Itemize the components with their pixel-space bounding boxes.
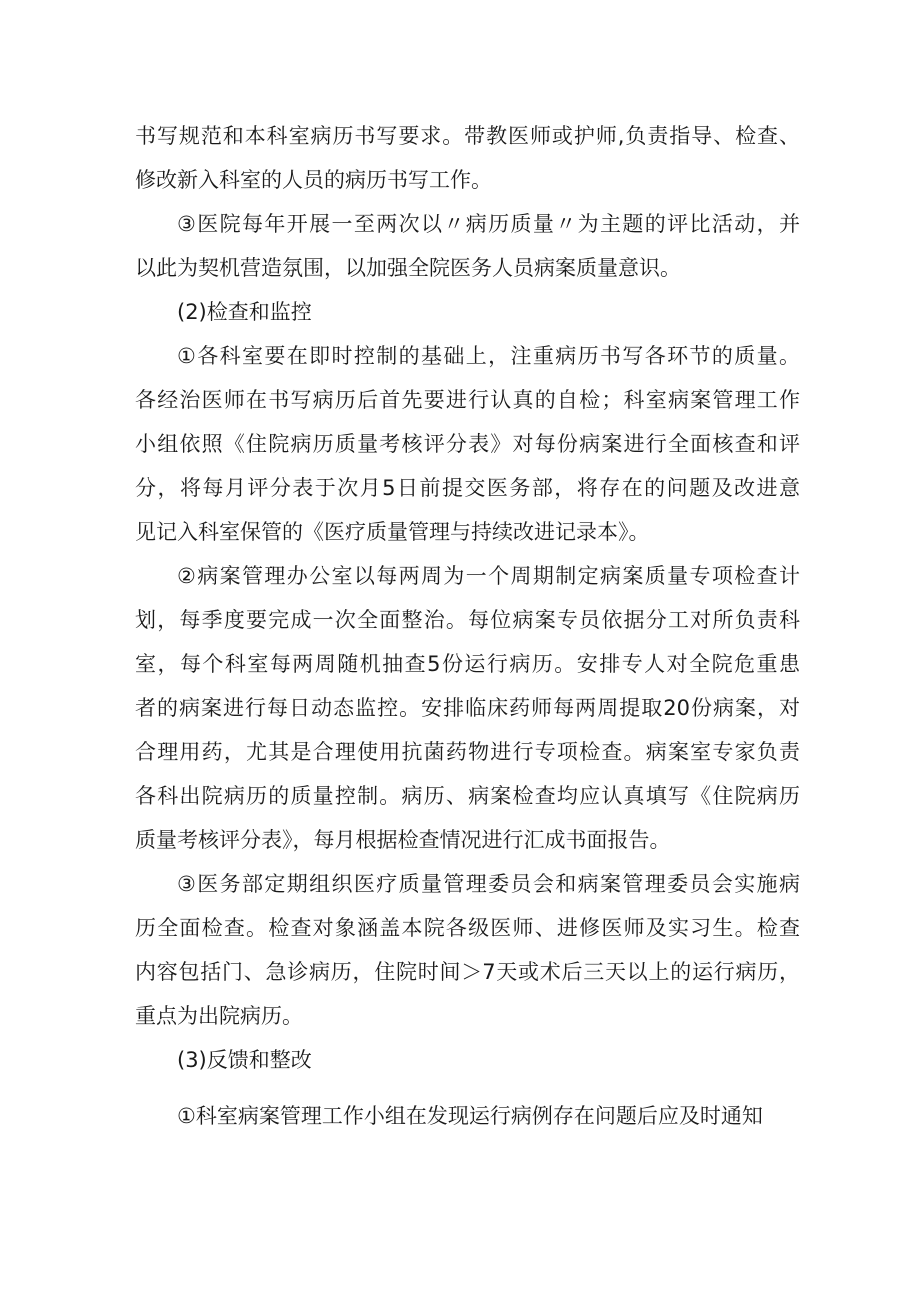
text-line: 见记入科室保管的《医疗质量管理与持续改进记录本》。: [135, 520, 650, 544]
text-line: 以此为契机营造氛围，以加强全院医务人员病案质量意识。: [135, 256, 681, 280]
text-line: 内容包括门、急诊病历，住院时间＞7天或术后三天以上的运行病历，: [135, 960, 800, 984]
paragraph-start: ①科室病案管理工作小组在发现运行病例存在问题后应及时通知: [177, 1104, 763, 1128]
text-line: 小组依照《住院病历质量考核评分表》对每份病案进行全面核查和评: [135, 432, 800, 456]
text-line: 质量考核评分表》，每月根据检查情况进行汇成书面报告。: [135, 828, 671, 852]
text-line: 者的病案进行每日动态监控。安排临床药师每两周提取20份病案，对: [135, 696, 800, 720]
section-heading: (3)反馈和整改: [177, 1048, 312, 1072]
paragraph-start: ②病案管理办公室以每两周为一个周期制定病案质量专项检查计: [177, 564, 800, 588]
text-line: 重点为出院病历。: [135, 1004, 303, 1028]
paragraph-start: ①各科室要在即时控制的基础上，注重病历书写各环节的质量。: [177, 344, 800, 368]
text-line: 划，每季度要完成一次全面整治。每位病案专员依据分工对所负责科: [135, 608, 800, 632]
paragraph-start: ③医院每年开展一至两次以〃病历质量〃为主题的评比活动，并: [177, 212, 800, 236]
text-line: 分，将每月评分表于次月5日前提交医务部，将存在的问题及改进意: [135, 476, 800, 500]
paragraph-start: ③医务部定期组织医疗质量管理委员会和病案管理委员会实施病: [177, 872, 800, 896]
text-line: 合理用药，尤其是合理使用抗菌药物进行专项检查。病案室专家负责: [135, 740, 800, 764]
text-line: 历全面检查。检查对象涵盖本院各级医师、进修医师及实习生。检查: [135, 916, 800, 940]
text-line: 各科出院病历的质量控制。病历、病案检查均应认真填写《住院病历: [135, 784, 800, 808]
text-line: 各经治医师在书写病历后首先要进行认真的自检；科室病案管理工作: [135, 388, 800, 412]
text-line: 修改新入科室的人员的病历书写工作。: [135, 168, 492, 192]
section-heading: (2)检查和监控: [177, 300, 312, 324]
text-line: 书写规范和本科室病历书写要求。带教医师或护师,负责指导、检查、: [135, 124, 800, 148]
text-line: 室，每个科室每两周随机抽查5份运行病历。安排专人对全院危重患: [135, 652, 800, 676]
